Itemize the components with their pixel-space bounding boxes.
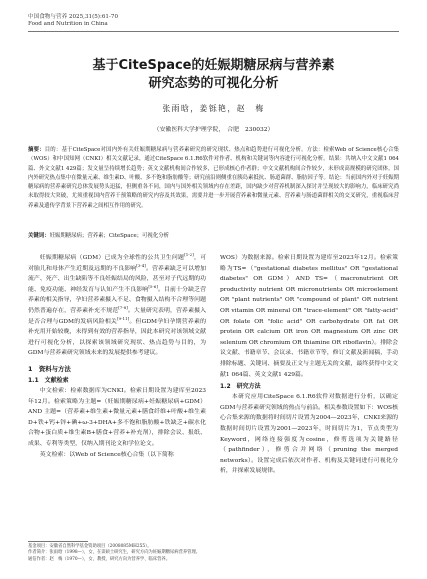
left-column: [28, 253, 206, 538]
body-paragraph: 本研究应用CiteSpace 6.1.R6软件对数据进行分析，以确定GDM与营养素研究领域的热点与前沿。相关参数设置如下：WOS核心合集来源的数据将时间切片设置为2004—2023年，CNKI来源的数据时间切片设置为2001—2023年，时间切片为1，节点类型为Keyword，网络连接强度为cosine，修剪选项为关键路径（pathfinder），修剪合并网络（pruning the merged networks）。设置完成后依次对作者、机构及关键词进行可视化分析，并探索发展规律。: [220, 394, 398, 475]
footnote-funding: 基金项目：安徽省自然科学基金资助项目（2008085MH255）。: [28, 544, 152, 549]
footnotes: [28, 544, 398, 563]
citation: [1-2]: [184, 252, 194, 258]
citation: [7-8]: [118, 305, 128, 310]
body-paragraph: 英文检索：以Web of Science核心合集（以下简称: [39, 451, 174, 458]
body-paragraph: 中文检索：检索数据库为CNKI。检索日期设置为建库至2023年12月。检索策略为主题=（妊娠期糖尿病+妊娠糖尿病+GDM）AND 主题=（营养素+维生素+微量元素+膳食纤维+叶酸+维生素D+铁+钙+锌+碘+ω-3+DHA+多不饱和脂肪酸+铁缺乏+碳水化合物+蛋白质+维生素B+膳食+营养+补充剂），排除会议、报纸、成果、专利等类型，仅纳入期刊论文和学位论文。: [28, 387, 206, 447]
body-paragraph: WOS）为数据来源。检索日期设置为建库至2023年12月。检索策略为TS=（"gestational diabetes mellitus" OR "gestational diabetes" OR GDM）AND TS=（macronutrient OR productivity nutrient OR micronutrients OR microelement OR "plant nutrients" OR "compound of plant" OR nutrient OR vitamin OR mineral OR "trace-element" OR "fatty-acid" OR folate OR "folic acid" OR carbohydrate OR fat OR protein OR calcium OR iron OR magnesium OR zinc OR selenium OR chromium OR thiamine OR riboflavin）。排除会议文献、书籍章节、会议录、书籍章节等，修订文献及新闻稿，手动排除标题、关键词、摘要及正文与主题无关的文献，最终获得中文文献1 064篇、英文文献1 429篇。: [220, 255, 398, 378]
subsection-heading: 1.2 研究方法: [220, 383, 261, 391]
footnote-divider: [28, 541, 88, 542]
intro-text: 妊娠期糖尿病（GDM）已成为全球性的公共卫生问题: [39, 255, 185, 261]
header-divider: [28, 31, 399, 32]
abstract-text: 目的：基于CiteSpace对国内外有关妊娠期糖尿病与营养素研究的研究现状、热点和趋势进行可视化分析。方法：检索Web of Science核心合集（WOS）和中国知网（CNKI）相关文献记录，通过CiteSpace 6.1.R6软件对作者、机构和关键词等内容进行可视化分析。结果：共纳入中文文献1 064篇、外文文献1 429篇；发文量呈持续增长趋势；英文文献机构间合作较多，已形成核心作者群；中文文献机构间合作较少，未形成高规模的研究团体。国内外研究热点集中在微量元素、维生素D、叶酸、多不饱和脂肪酸等；研究前沿则侧重在胰岛素抵抗、肠道菌群、脂肪因子等。结论：当前国内外对于妊娠期糖尿病的营养素研究总体发展势头迅猛，但侧重各不同，国内与国外相关领域内存在差距，国内缺少对营养机制深入探讨并呈现较大的影响力，临床研究尚未取得较大突破，尤须重视国内营养干预策略的研究内容及其效果，需要并进一步开展营养素和微量元素、营养素与肠道菌群相关的交叉研究，重视临床营养素及遗传学背景下营养素之间相互作用的研究。: [28, 147, 399, 209]
section-heading: 1 资料与方法: [28, 364, 71, 373]
subsection-heading: 1.1 文献检索: [28, 376, 69, 384]
intro-text: 。但GDM孕妇孕期营养素的补充用开始较晚，未得到有效的营养指导，因此本研究对该领域文献进行可视化分析，以探索该领域研究现状、热点趋势与目的，为GDM与营养素研究领域未来的发展提供参考建议。: [28, 318, 206, 357]
title-line-2: 研究态势的可视化分析: [148, 76, 279, 91]
keywords-text: 妊娠期糖尿病；营养素；CiteSpace；可视化分析: [49, 233, 169, 239]
journal-header: [28, 14, 118, 28]
journal-citation: 中国食物与营养 2025,31(5):61-70: [28, 14, 119, 20]
keywords: [28, 232, 399, 241]
citation: [3-4]: [136, 262, 146, 268]
intro-text: 。大量研究表明，营养素摄入是否合理与GDM的发病风险相关: [28, 307, 206, 325]
citation: [9-11]: [117, 315, 130, 321]
footnote-author-bio: 作者简介：张雨晗（1998—），女，在读硕士研究生，研究方向为妊娠期糖尿病营养管理。: [28, 550, 201, 556]
right-column: [220, 253, 398, 503]
citation: [5-6]: [148, 283, 158, 289]
affiliation: （安徽医科大学护理学院， 合肥 230032）: [153, 127, 274, 133]
keywords-label: 关键词：: [28, 233, 50, 239]
author-list: 张雨晗，姜铄艳，赵 梅: [162, 104, 265, 113]
article-title: [28, 57, 399, 93]
intro-text: 。目前十分缺乏营养素的相关指导，孕妇营养素摄入不足、食物摄入结构不合理等问题仍然普遍存在，营养素补充不规范: [28, 286, 206, 314]
title-line-1: 基于CiteSpace的妊娠期糖尿病与营养素: [92, 58, 335, 73]
abstract: [28, 146, 399, 211]
footnote-corresponding: 通信作者：赵 梅（1970—），女，教授，研究方向为营养学、临床营养。: [28, 556, 170, 562]
journal-name-en: Food and Nutrition in China: [28, 21, 108, 28]
intro-text: ，可对胎儿和母体产生近期及远期的不良影响: [28, 255, 207, 272]
abstract-label: 摘要：: [28, 147, 45, 153]
intro-paragraph: [28, 253, 206, 359]
intro-text: 。营养素缺乏可以增加流产、死产、出生缺陷等不良妊娠结局的风险，甚至对子代远期的功能、免疫功能、神经发育与认知产生不良影响: [28, 265, 206, 293]
